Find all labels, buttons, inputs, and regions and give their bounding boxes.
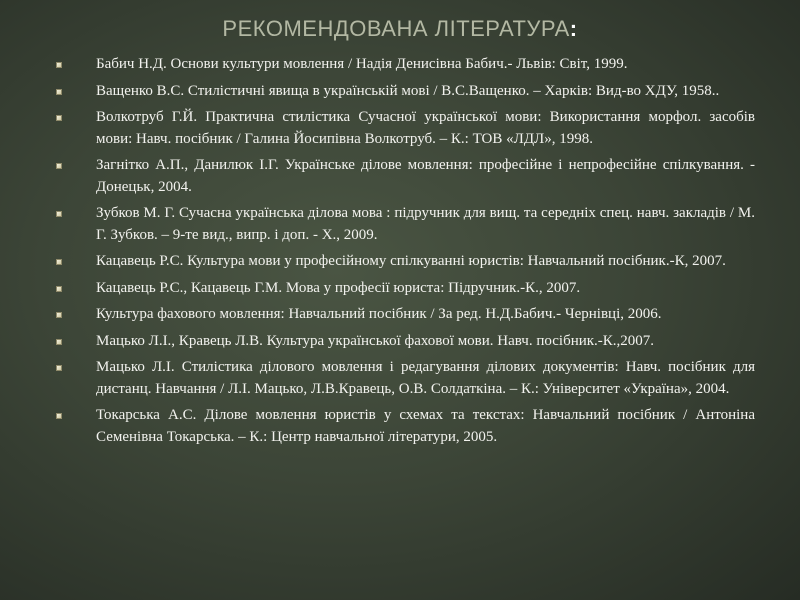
reference-text: Мацько Л.І., Кравець Л.В. Культура української фахової мови. Навч. посібник.-К.,2007. <box>96 332 655 349</box>
reference-item <box>55 251 755 273</box>
reference-item <box>55 357 755 400</box>
bullet-icon <box>56 365 62 371</box>
reference-text: Ващенко В.С. Стилістичні явища в українській мові / В.С.Ващенко. – Харків: Вид-во ХДУ, 1958.. <box>96 82 720 99</box>
bullet-icon <box>56 89 62 95</box>
bullet-icon <box>56 339 62 345</box>
bullet-icon <box>56 413 62 419</box>
reference-list <box>55 54 755 453</box>
reference-item <box>55 405 755 448</box>
bullet-icon <box>56 211 62 217</box>
reference-text: Зубков М. Г. Сучасна українська ділова мова : підручник для вищ. та середніх спец. навч. закладів / М. Г. Зубков. – 9-те вид., випр. і доп. - Х., 2009. <box>96 205 755 243</box>
reference-item <box>55 304 755 326</box>
reference-text: Бабич Н.Д. Основи культури мовлення / Надія Денисівна Бабич.- Львів: Світ, 1999. <box>96 56 628 72</box>
reference-text: Культура фахового мовлення: Навчальний посібник / За ред. Н.Д.Бабич.- Чернівці, 2006. <box>96 306 662 322</box>
reference-item <box>55 203 755 246</box>
bullet-icon <box>56 312 62 318</box>
reference-text: Токарська А.С. Ділове мовлення юристів у схемах та текстах: Навчальний посібник / Антоніна Семенівна Токарська. – К.: Центр навчальної літератури, 2005. <box>96 407 755 445</box>
slide-title <box>0 16 800 42</box>
reference-text: Мацько Л.І. Стилістика ділового мовлення і редагування ділових документів: Навч. посібник для дистанц. Навчання / Л.І. Мацько, Л.В.Кравець, О.В. Солдаткіна. – К.: Університет «Україна», 2004. <box>96 359 755 397</box>
bullet-icon <box>56 62 62 68</box>
reference-item <box>55 331 755 353</box>
reference-item <box>55 81 755 103</box>
reference-item <box>55 155 755 198</box>
slide-title-text: РЕКОМЕНДОВАНА ЛІТЕРАТУРА <box>222 16 570 41</box>
reference-item <box>55 107 755 150</box>
bullet-icon <box>56 286 62 292</box>
reference-item <box>55 278 755 300</box>
reference-text: Кацавець Р.С., Кацавець Г.М. Мова у професії юриста: Підручник.-К., 2007. <box>96 279 581 296</box>
reference-item <box>55 54 755 76</box>
reference-text: Загнітко А.П., Данилюк І.Г. Українське ділове мовлення: професійне і непрофесійне спілкування. - Донецьк, 2004. <box>96 157 755 195</box>
reference-text: Кацавець Р.С. Культура мови у професійному спілкуванні юристів: Навчальний посібник.-К, 2007. <box>96 253 726 269</box>
bullet-icon <box>56 259 62 265</box>
reference-text: Волкотруб Г.Й. Практична стилістика Сучасної української мови: Використання морфол. засобів мови: Навч. посібник / Галина Йосипівна Волкотруб. – К.: ТОВ «ЛДЛ», 1998. <box>96 109 755 147</box>
slide-title-colon: : <box>569 16 578 41</box>
bullet-icon <box>56 115 62 121</box>
bullet-icon <box>56 163 62 169</box>
